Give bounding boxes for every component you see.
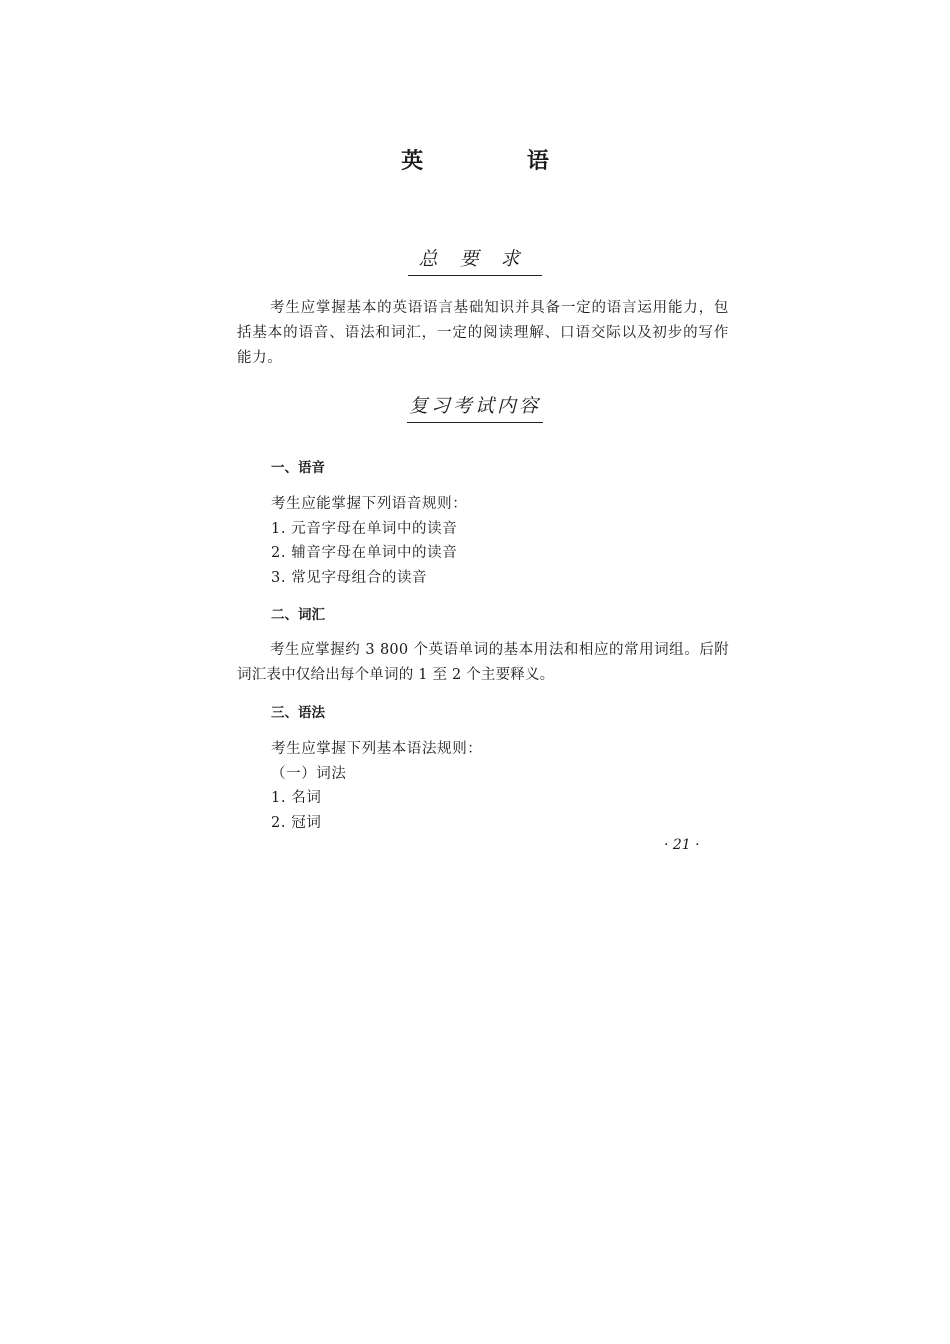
general-requirements-heading-text: 总要求 bbox=[408, 245, 541, 276]
grammar-item: 2. 冠词 bbox=[271, 815, 322, 831]
review-content-heading bbox=[0, 392, 950, 423]
phonetics-item: 1. 元音字母在单词中的读音 bbox=[271, 521, 458, 537]
grammar-subheading: （一）词法 bbox=[271, 766, 347, 782]
page-title: 英 语 bbox=[401, 149, 597, 174]
phonetics-item: 3. 常见字母组合的读音 bbox=[271, 570, 428, 586]
grammar-intro: 考生应掌握下列基本语法规则： bbox=[271, 741, 483, 757]
phonetics-heading: 一、语音 bbox=[271, 460, 325, 476]
grammar-heading: 三、语法 bbox=[271, 705, 325, 721]
review-content-heading-text: 复习考试内容 bbox=[407, 392, 543, 423]
vocabulary-heading: 二、词汇 bbox=[271, 607, 325, 623]
page-number: · 21 · bbox=[664, 837, 700, 853]
vocabulary-paragraph: 考生应掌握约 3 800 个英语单词的基本用法和相应的常用词组。后附词汇表中仅给出每个单词的 1 至 2 个主要释义。 bbox=[237, 642, 729, 683]
general-requirements-heading bbox=[0, 245, 950, 276]
grammar-item: 1. 名词 bbox=[271, 790, 322, 806]
phonetics-item: 2. 辅音字母在单词中的读音 bbox=[271, 545, 458, 561]
general-requirements-paragraph: 考生应掌握基本的英语语言基础知识并具备一定的语言运用能力，包括基本的语音、语法和词汇，一定的阅读理解、口语交际以及初步的写作能力。 bbox=[237, 300, 729, 366]
phonetics-intro: 考生应能掌握下列语音规则： bbox=[271, 496, 468, 512]
